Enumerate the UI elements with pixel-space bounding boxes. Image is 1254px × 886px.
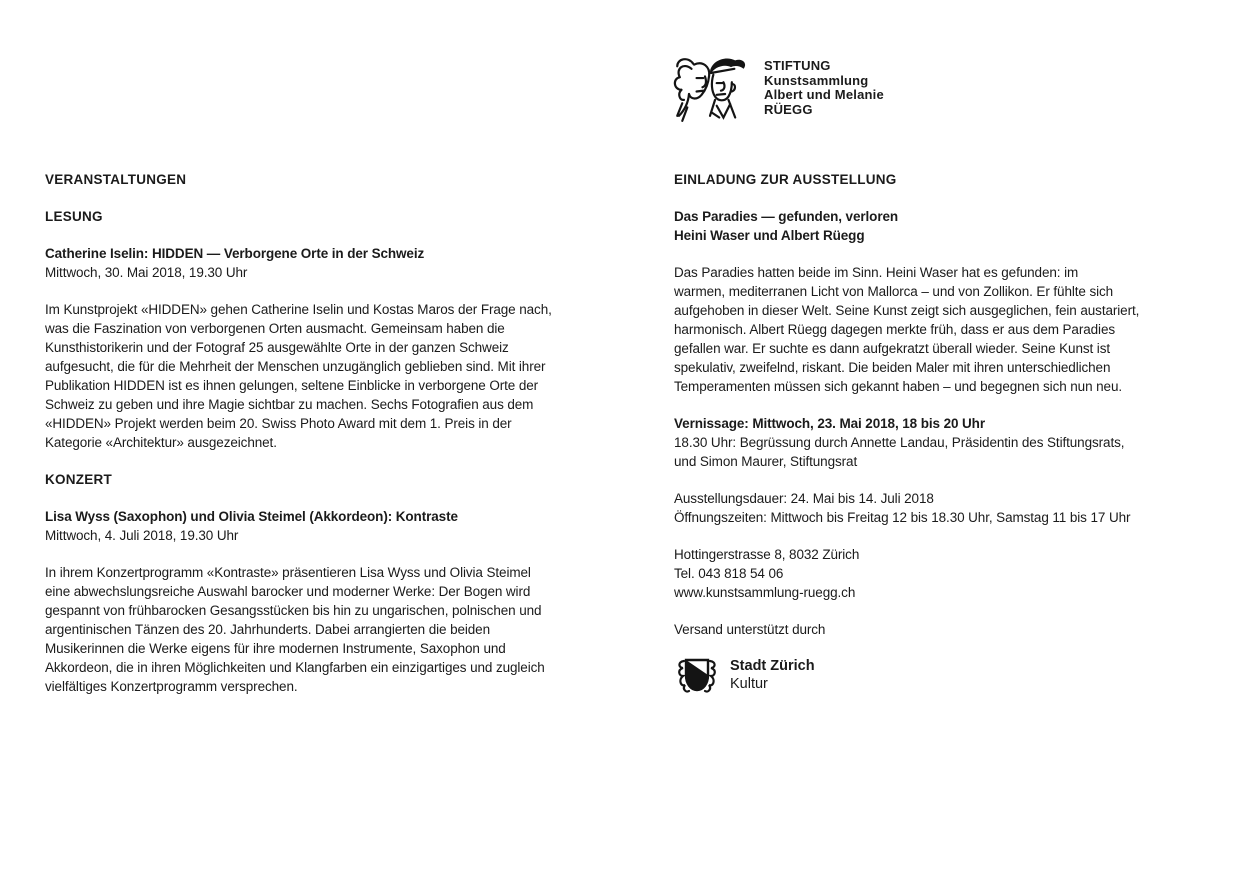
event-title-konzert: Lisa Wyss (Saxophon) und Olivia Steimel (Akkordeon): Kontraste [45,509,458,524]
event-date-konzert: Mittwoch, 4. Juli 2018, 19.30 Uhr [45,528,239,543]
vernissage-info [674,414,1219,471]
event-category-konzert: KONZERT [45,472,112,487]
logo-line-1: STIFTUNG [764,58,831,73]
exhibition-description: Das Paradies hatten beide im Sinn. Heini Waser hat es gefunden: im warmen, mediterranen Licht von Mallorca – und von Zollikon. Er fühlte sich aufgehoben in dieser Welt. Seine Kunst zeigt sich ausgeglichen, fein austariert, harmonisch. Albert Rüegg dagegen merkte früh, dass er aus dem Paradies gefallen war. Er suchte es dann aufgekratzt überall wieder. Seine Kunst ist spekulativ, zweifelnd, riskant. Die beiden Maler mit ihren unterschiedlichen Temperamenten müssen sich gekannt haben – und begegnen sich nun neu. [674,265,1140,394]
vernissage-detail-2: und Simon Maurer, Stiftungsrat [674,454,858,469]
website-link[interactable]: www.kunstsammlung-ruegg.ch [674,585,856,600]
sponsor-logo [674,657,1219,697]
sponsor-name-line1: Stadt Zürich [730,658,815,674]
events-section-title: VERANSTALTUNGEN [45,172,187,187]
exhibition-duration: Ausstellungsdauer: 24. Mai bis 14. Juli 2018 [674,491,934,506]
event-title-lesung: Catherine Iselin: HIDDEN — Verborgene Orte in der Schweiz [45,246,425,261]
support-note: Versand unterstützt durch [674,622,826,637]
exhibition-hours: Öffnungszeiten: Mittwoch bis Freitag 12 bis 18.30 Uhr, Samstag 11 bis 17 Uhr [674,510,1131,525]
event-header-konzert [45,507,625,545]
sponsor-name [730,657,815,693]
event-description-konzert: In ihrem Konzertprogramm «Kontraste» präsentieren Lisa Wyss und Olivia Steimel eine abwechslungsreiche Auswahl barocker und moderner Werke: Der Bogen wird gespannt von frühbarocken Gesangsstücken bis hin zu ungarischen, polnischen und argentinischen Tänzen des 20. Jahrhunderts. Dabei arrangierten die beiden Musikerinnen die Werke eigens für ihre modernen Instrumente, Saxophon und Akkordeon, die in ihren Möglichkeiten und Klangfarben ein einzigartiges und zugleich vielfältiges Konzertprogramm versprechen. [45,565,545,694]
vernissage-detail-1: 18.30 Uhr: Begrüssung durch Annette Landau, Präsidentin des Stiftungsrats, [674,435,1125,450]
exhibition-section-title: EINLADUNG ZUR AUSSTELLUNG [674,172,897,187]
logo-line-4: RÜEGG [764,101,813,117]
exhibition-title-line1: Das Paradies — gefunden, verloren [674,209,899,224]
event-description-lesung: Im Kunstprojekt «HIDDEN» gehen Catherine Iselin und Kostas Maros der Frage nach, was die Faszination von verborgenen Orten ausmacht. Gemeinsam haben die Kunsthistorikerin und der Fotograf 25 ausgewählte Orte in der ganzen Schweiz aufgesucht, die für die Mehrheit der Menschen unzugänglich geblieben sind. Mit ihrer Publikation HIDDEN ist es ihnen gelungen, seltene Einblicke in verborgene Orte der Schweiz zu geben und ihre Magie sichtbar zu machen. Sechs Fotografien aus dem «HIDDEN» Projekt werden beim 20. Swiss Photo Award mit dem 1. Preis in der Kategorie «Architektur» ausgezeichnet. [45,302,552,450]
address-line: Hottingerstrasse 8, 8032 Zürich [674,547,860,562]
events-column [45,170,625,714]
exhibition-schedule [674,489,1219,527]
exhibition-title [674,207,1219,245]
foundation-logo-text [764,50,884,117]
exhibition-title-line2: Heini Waser und Albert Rüegg [674,228,865,243]
logo-line-2: Kunstsammlung [764,72,869,88]
event-date-lesung: Mittwoch, 30. Mai 2018, 19.30 Uhr [45,265,248,280]
contact-info [674,545,1219,602]
phone-line: Tel. 043 818 54 06 [674,566,784,581]
exhibition-column [674,170,1219,697]
zurich-coat-of-arms-icon [674,655,720,697]
foundation-logo [668,50,884,138]
sponsor-name-line2: Kultur [730,675,768,692]
logo-line-3: Albert und Melanie [764,87,884,102]
event-category-lesung: LESUNG [45,209,103,224]
founders-portrait-icon [668,50,752,138]
event-header-lesung [45,244,625,282]
vernissage-line: Vernissage: Mittwoch, 23. Mai 2018, 18 bis 20 Uhr [674,416,985,431]
